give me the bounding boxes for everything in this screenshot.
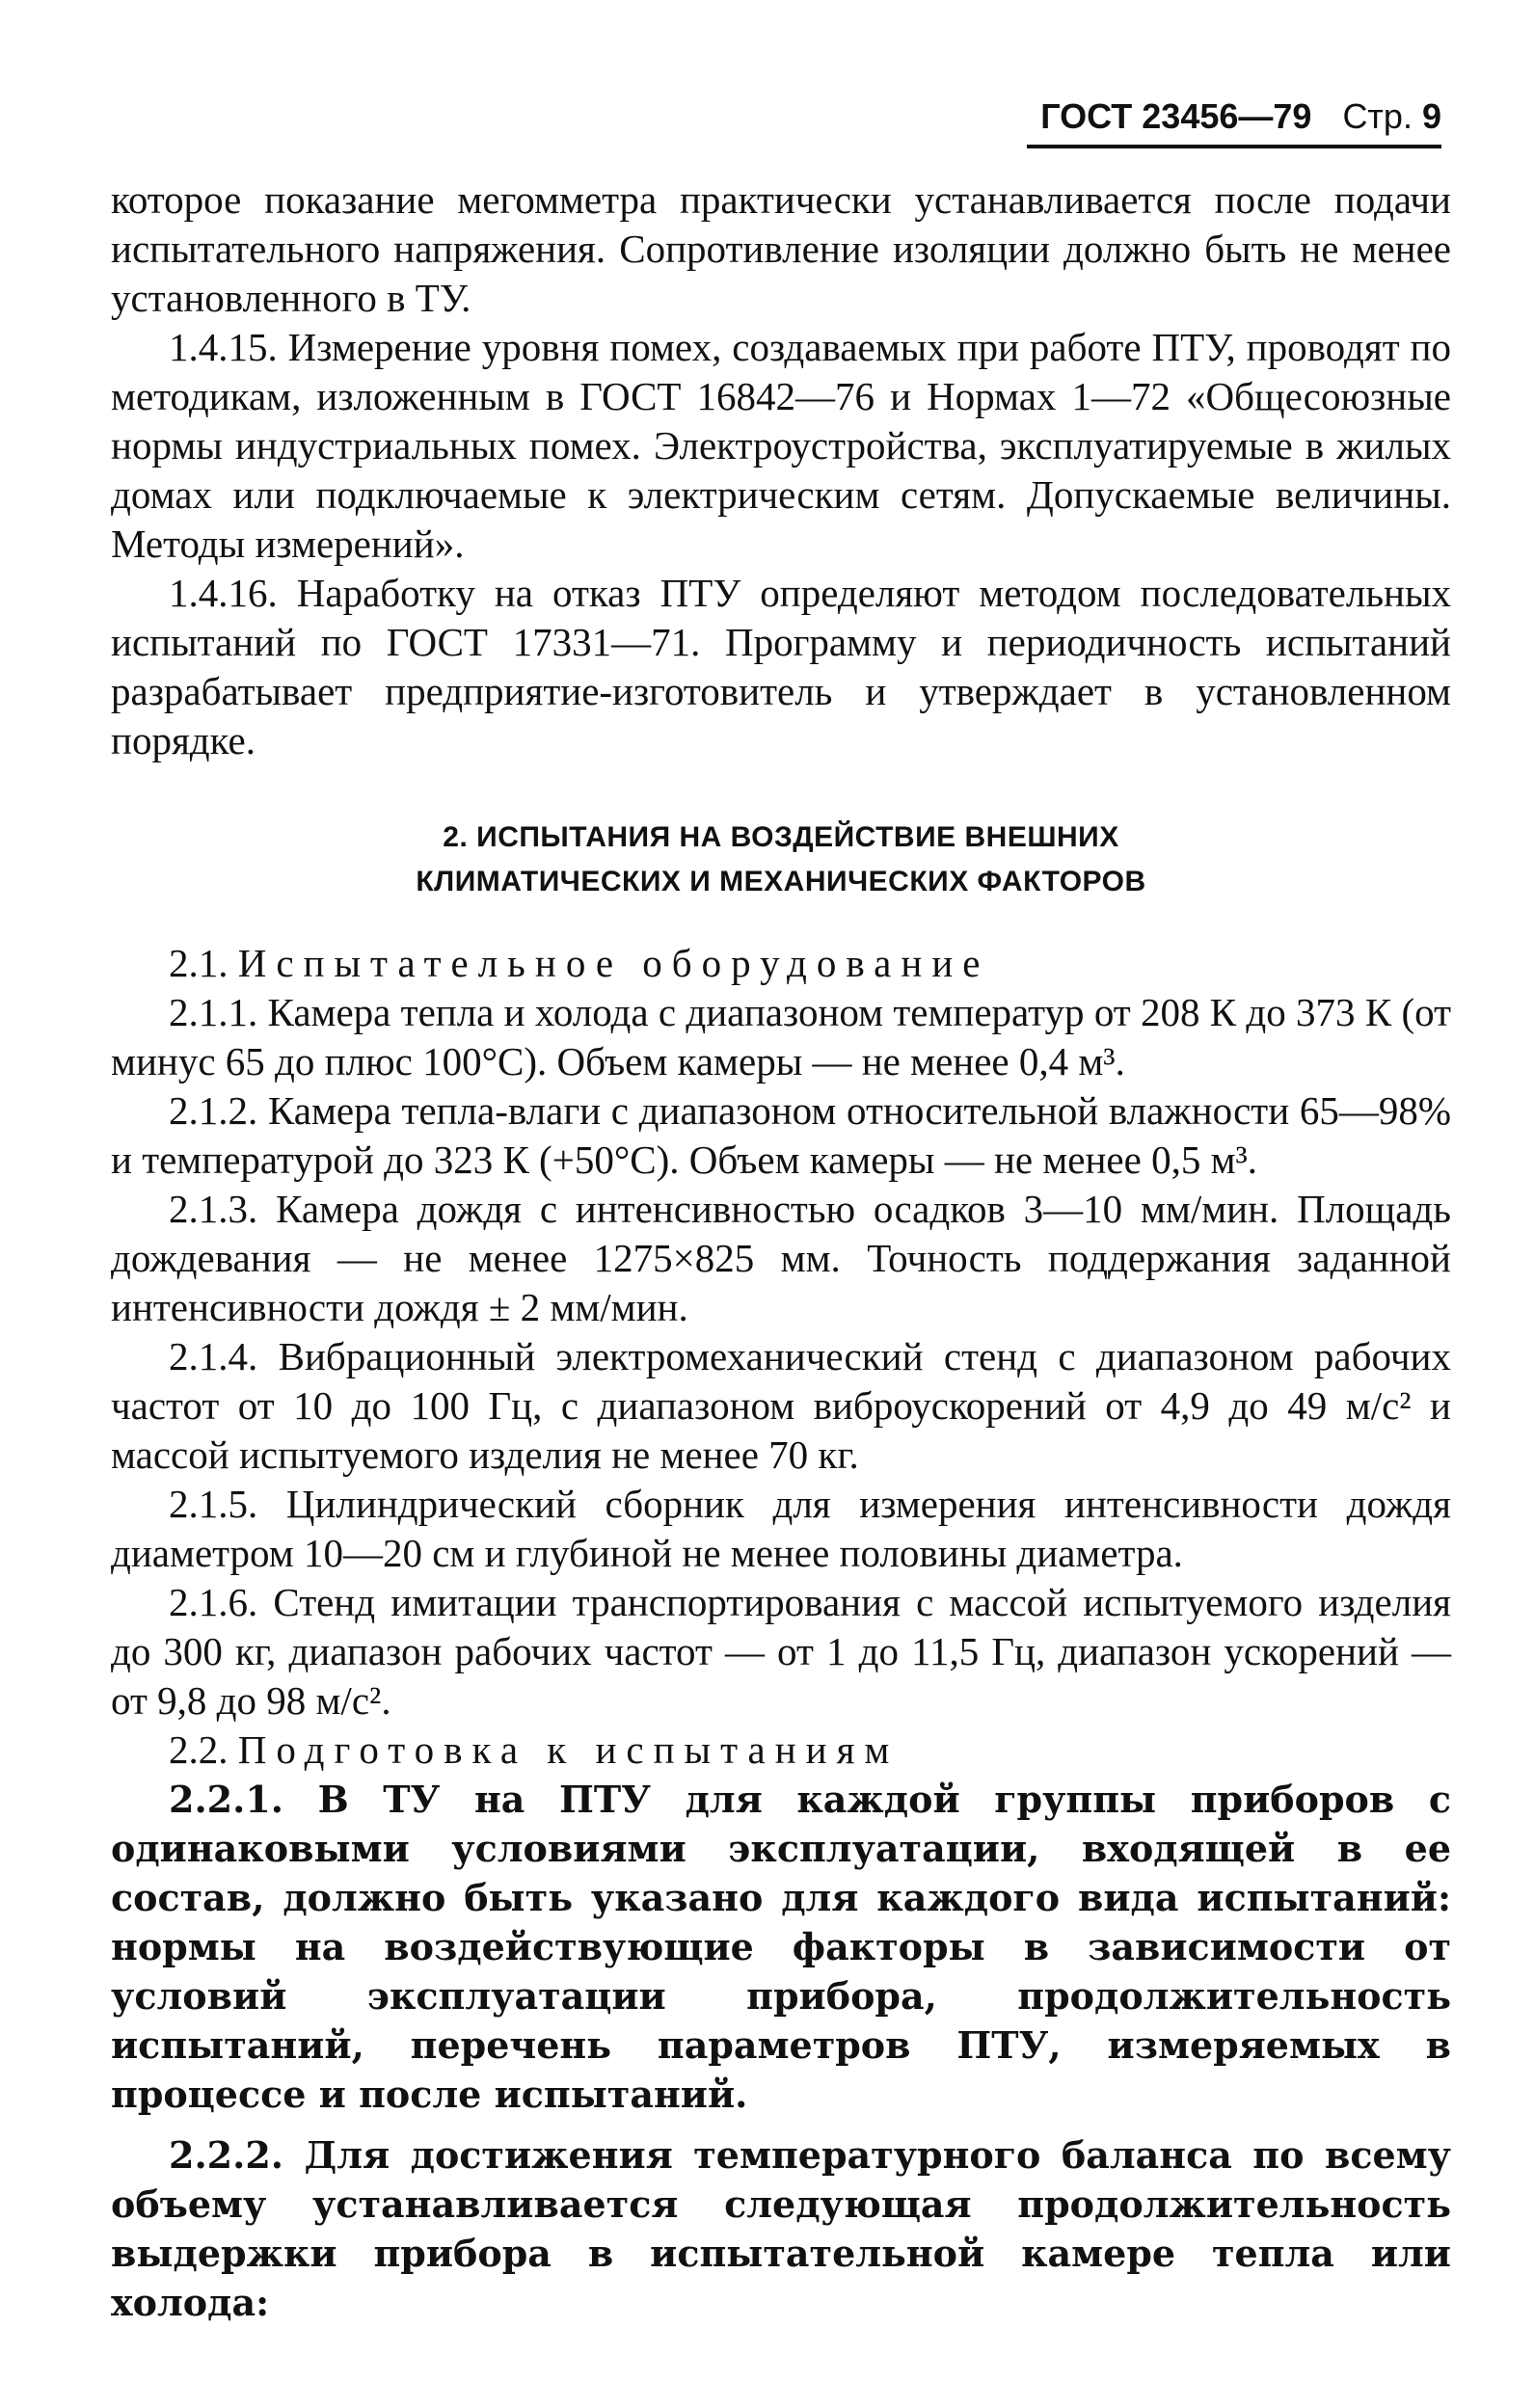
- document-page: [111, 96, 1451, 2327]
- section-2-title: [111, 816, 1451, 904]
- page-number: 9: [1421, 96, 1441, 136]
- paragraph-2-1-3: 2.1.3. Камера дождя с интенсивностью осадков 3—10 мм/мин. Площадь дождевания — не менее 1275×825 мм. Точность поддержания заданной интенсивности дождя ± 2 мм/мин.: [111, 1187, 1451, 1329]
- standard-number: ГОСТ 23456—79: [1040, 96, 1312, 136]
- paragraph-continuation: которое показание мегомметра практически устанавливается после подачи испытательного напряжения. Сопротивление изоляции должно быть не менее установленного в ТУ.: [111, 177, 1451, 320]
- page-label-text: Стр.: [1342, 96, 1413, 136]
- paragraph-2-1-2: 2.1.2. Камера тепла-влаги с диапазоном относительной влажности 65—98% и температурой до 323 К (+50°С). Объем камеры — не менее 0,5 м³.: [111, 1088, 1451, 1182]
- paragraph-2-1-5: 2.1.5. Цилиндрический сборник для измерения интенсивности дождя диаметром 10—20 см и глубиной не менее половины диаметра.: [111, 1482, 1451, 1575]
- paragraph-1-4-15: 1.4.15. Измерение уровня помех, создаваемых при работе ПТУ, проводят по методикам, изложенным в ГОСТ 16842—76 и Нормах 1—72 «Общесоюзные нормы индустриальных помех. Электроустройства, эксплуатируемые в жилых домах или подключаемые к электрическим сетям. Допускаемые величины. Методы измерений».: [111, 325, 1451, 566]
- header-rule: [1027, 145, 1441, 148]
- subsection-2-1-title: Испытательное оборудование: [237, 941, 990, 985]
- paragraph-2-2-2: 2.2.2. Для достижения температурного баланса по всему объему устанавливается следующая продолжительность выдержки прибора в испытательной камере тепла или холода:: [111, 2133, 1451, 2324]
- subsection-2-2-number: 2.2.: [169, 1727, 229, 1772]
- paragraph-1-4-16: 1.4.16. Наработку на отказ ПТУ определяют методом последовательных испытаний по ГОСТ 17331—71. Программу и периодичность испытаний разрабатывает предприятие-изготовитель и утверждает в установленном порядке.: [111, 571, 1451, 763]
- section-title-line-2: КЛИМАТИЧЕСКИХ И МЕХАНИЧЕСКИХ ФАКТОРОВ: [416, 866, 1146, 897]
- subsection-2-1-number: 2.1.: [169, 941, 229, 985]
- subsection-2-1-heading: [111, 939, 1451, 988]
- section-title-line-1: 2. ИСПЫТАНИЯ НА ВОЗДЕЙСТВИЕ ВНЕШНИХ: [443, 821, 1119, 853]
- subsection-2-2-title: Подготовка к испытаниям: [237, 1727, 900, 1772]
- page-number-label: [1342, 96, 1441, 137]
- paragraph-2-1-1: 2.1.1. Камера тепла и холода с диапазоном температур от 208 К до 373 К (от минус 65 до плюс 100°С). Объем камеры — не менее 0,4 м³.: [111, 990, 1451, 1084]
- paragraph-2-2-1: 2.2.1. В ТУ на ПТУ для каждой группы приборов с одинаковыми условиями эксплуатации, входящей в ее состав, должно быть указано для каждого вида испытаний: нормы на воздействующие факторы в зависимости от условий эксплуатации прибора, продолжительность испытаний, перечень параметров ПТУ, измеряемых в процессе и после испытаний.: [111, 1778, 1451, 2116]
- subsection-2-2-heading: [111, 1726, 1451, 1775]
- paragraph-2-1-6: 2.1.6. Стенд имитации транспортирования с массой испытуемого изделия до 300 кг, диапазон рабочих частот — от 1 до 11,5 Гц, диапазон ускорений — от 9,8 до 98 м/с².: [111, 1580, 1451, 1723]
- paragraph-2-1-4: 2.1.4. Вибрационный электромеханический стенд с диапазоном рабочих частот от 10 до 100 Гц, с диапазоном виброускорений от 4,9 до 49 м/с² и массой испытуемого изделия не менее 70 кг.: [111, 1334, 1451, 1477]
- page-header: [111, 96, 1441, 145]
